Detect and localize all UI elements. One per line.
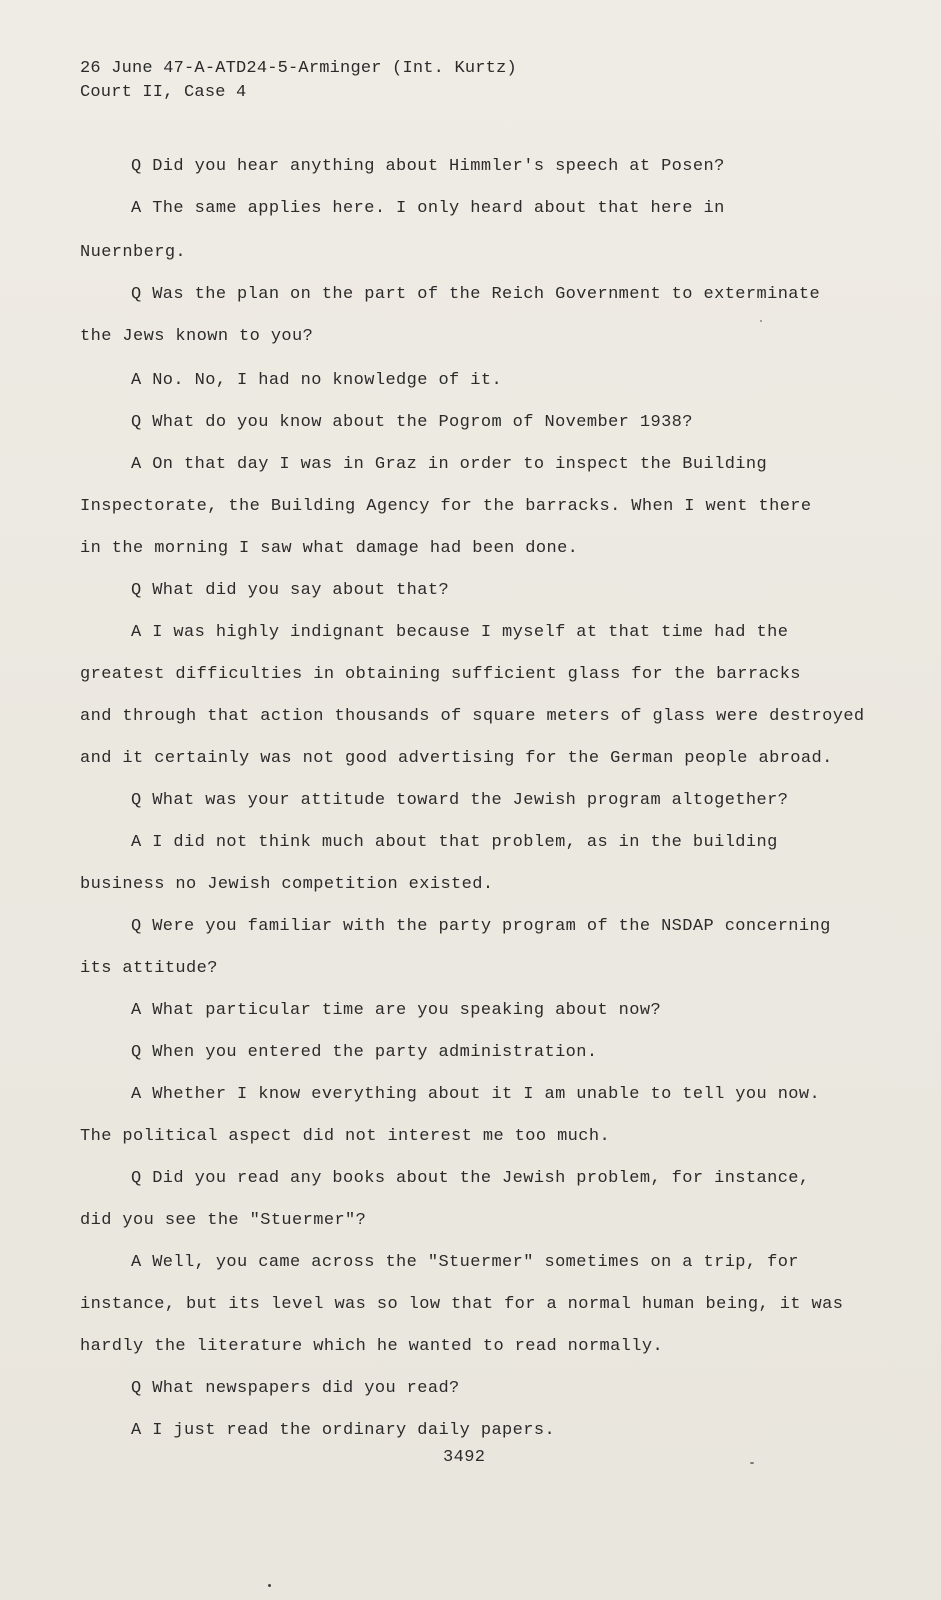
transcript-line: and it certainly was not good advertising for the German people abroad. bbox=[80, 749, 833, 768]
transcript-line: Q What did you say about that? bbox=[131, 581, 450, 600]
transcript-line: Q Did you hear anything about Himmler's speech at Posen? bbox=[131, 157, 725, 176]
transcript-line: A I was highly indignant because I myself at that time had the bbox=[131, 623, 789, 642]
header-reference-line: 26 June 47-A-ATD24-5-Arminger (Int. Kurtz) bbox=[80, 59, 517, 78]
transcript-line: Q When you entered the party administration. bbox=[131, 1043, 598, 1062]
transcript-line: Q Were you familiar with the party program of the NSDAP concerning bbox=[131, 917, 831, 936]
transcript-line: greatest difficulties in obtaining sufficient glass for the barracks bbox=[80, 665, 801, 684]
document-header bbox=[80, 57, 517, 105]
transcript-line: A No. No, I had no knowledge of it. bbox=[131, 371, 503, 390]
transcript-line: A Well, you came across the "Stuermer" sometimes on a trip, for bbox=[131, 1253, 799, 1272]
transcript-line: Q What was your attitude toward the Jewish program altogether? bbox=[131, 791, 789, 810]
page-number: 3492 bbox=[443, 1448, 486, 1467]
transcript-line: hardly the literature which he wanted to read normally. bbox=[80, 1337, 664, 1356]
ink-speck bbox=[268, 1584, 271, 1587]
transcript-line: and through that action thousands of square meters of glass were destroyed bbox=[80, 707, 865, 726]
transcript-line: its attitude? bbox=[80, 959, 218, 978]
transcript-line: instance, but its level was so low that for a normal human being, it was bbox=[80, 1295, 844, 1314]
transcript-line: Nuernberg. bbox=[80, 243, 187, 262]
transcript-line: in the morning I saw what damage had been done. bbox=[80, 539, 579, 558]
transcript-line: Q What newspapers did you read? bbox=[131, 1379, 460, 1398]
ink-speck bbox=[750, 1462, 754, 1464]
transcript-line: Inspectorate, the Building Agency for the barracks. When I went there bbox=[80, 497, 812, 516]
transcript-line: Q Did you read any books about the Jewish problem, for instance, bbox=[131, 1169, 810, 1188]
header-court-line: Court II, Case 4 bbox=[80, 83, 247, 102]
transcript-line: The political aspect did not interest me too much. bbox=[80, 1127, 611, 1146]
transcript-line: business no Jewish competition existed. bbox=[80, 875, 494, 894]
transcript-line: A I just read the ordinary daily papers. bbox=[131, 1421, 556, 1440]
ink-speck bbox=[760, 320, 762, 322]
transcript-line: A The same applies here. I only heard about that here in bbox=[131, 199, 725, 218]
transcript-line: did you see the "Stuermer"? bbox=[80, 1211, 367, 1230]
transcript-line: Q What do you know about the Pogrom of November 1938? bbox=[131, 413, 693, 432]
transcript-line: A I did not think much about that problem, as in the building bbox=[131, 833, 778, 852]
transcript-line: Q Was the plan on the part of the Reich Government to exterminate bbox=[131, 285, 821, 304]
transcript-line: the Jews known to you? bbox=[80, 327, 314, 346]
transcript-line: A What particular time are you speaking about now? bbox=[131, 1001, 662, 1020]
transcript-line: A On that day I was in Graz in order to inspect the Building bbox=[131, 455, 768, 474]
transcript-line: A Whether I know everything about it I am unable to tell you now. bbox=[131, 1085, 821, 1104]
